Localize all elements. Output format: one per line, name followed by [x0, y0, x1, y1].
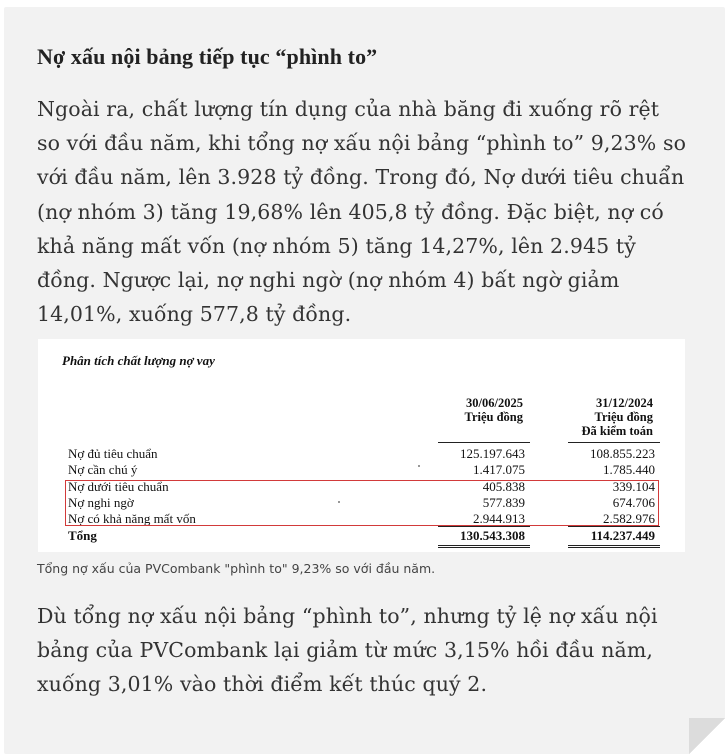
total-value-2025: 130.543.308: [460, 528, 525, 543]
column-header-2024: [558, 396, 653, 438]
row-value-2025: 405.838: [482, 479, 525, 494]
row-label: Nợ đủ tiêu chuẩn: [68, 446, 158, 461]
section-heading: Nợ xấu nội bảng tiếp tục “phình to”: [37, 44, 378, 69]
column-date-2025: 30/06/2025: [466, 396, 523, 410]
table-total-row: [68, 528, 658, 544]
total-label: Tổng: [68, 528, 97, 543]
row-label: Nợ nghi ngờ: [68, 495, 134, 510]
row-value-2024: 674.706: [612, 495, 655, 510]
loan-quality-table-image: [38, 339, 685, 552]
row-label: Nợ dưới tiêu chuẩn: [68, 479, 169, 494]
row-label: Nợ cần chú ý: [68, 462, 138, 477]
row-value-2024: 108.855.223: [590, 446, 655, 461]
column-unit-2025: Triệu đồng: [464, 410, 523, 424]
body-paragraph-2: Dù tổng nợ xấu nội bảng “phình to”, nhưng tỷ lệ nợ xấu nội bảng của PVCombank lại giảm từ mức 3,15% hồi đầu năm, xuống 3,01% vào thời điểm kết thúc quý 2.: [37, 604, 658, 697]
total-value-2024: 114.237.449: [590, 528, 655, 543]
row-label: Nợ có khả năng mất vốn: [68, 511, 196, 526]
row-value-2025: 2.944.913: [473, 511, 525, 526]
row-value-2024: 1.785.440: [603, 462, 655, 477]
column-note-2024: Đã kiểm toán: [581, 424, 653, 438]
row-value-2024: 339.104: [612, 479, 655, 494]
row-value-2025: 577.839: [482, 495, 525, 510]
row-value-2024: 2.582.976: [603, 511, 655, 526]
table-row: [68, 462, 658, 478]
row-value-2025: 1.417.075: [473, 462, 525, 477]
bad-debt-highlight-box: [65, 480, 659, 526]
body-paragraph-1: Ngoài ra, chất lượng tín dụng của nhà băng đi xuống rõ rệt so với đầu năm, khi tổng nợ xấu nội bảng “phình to” 9,23% so với đầu năm, lên 3.928 tỷ đồng. Trong đó, Nợ dưới tiêu chuẩn (nợ nhóm 3) tăng 19,68% lên 405,8 tỷ đồng. Đặc biệt, nợ có khả năng mất vốn (nợ nhóm 5) tăng 14,27%, lên 2.945 tỷ đồng. Ngược lại, nợ nghi ngờ (nợ nhóm 4) bất ngờ giảm 14,01%, xuống 577,8 tỷ đồng.: [37, 97, 687, 327]
table-row: [68, 446, 658, 462]
column-unit-2024: Triệu đồng: [594, 410, 653, 424]
column-header-2025: [438, 396, 523, 424]
table-title: Phân tích chất lượng nợ vay: [62, 353, 215, 368]
row-value-2025: 125.197.643: [460, 446, 525, 461]
figure-caption: Tổng nợ xấu của PVCombank "phình to" 9,23% so với đầu năm.: [37, 561, 436, 576]
page-fold-corner: [689, 718, 725, 754]
column-date-2024: 31/12/2024: [596, 396, 653, 410]
